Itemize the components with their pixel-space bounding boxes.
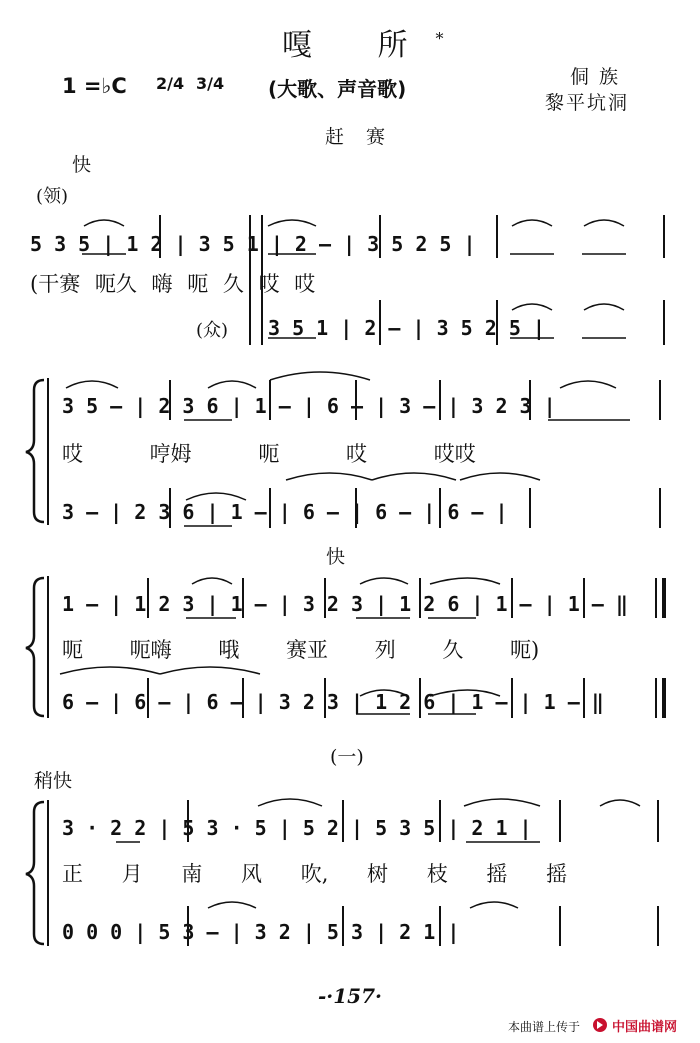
lyric-line: (干赛 呃久 嗨 呃 久 哎 哎 <box>30 272 316 296</box>
verse-marker: (一) <box>330 746 364 768</box>
lyric-line: 呃 呃嗨 哦 赛亚 列 久 呃) <box>62 638 540 662</box>
site-name[interactable]: 中国曲谱网 <box>612 1020 678 1035</box>
chorus-label: (众) <box>196 320 229 341</box>
tempo-marking-3: 稍快 <box>34 770 73 792</box>
tempo-marking-1: 快 <box>72 154 92 176</box>
page-number: -·157· <box>318 984 382 1008</box>
title-footnote-mark: * <box>435 29 444 48</box>
notation-line: 6 – | 6 – | 6 – | 3 2 3 | 1 2 6 | 1 – | 1 – ‖ <box>62 690 604 714</box>
notation-line: 1 – | 1 2 3 | 1 – | 3 2 3 | 1 2 6 | 1 – | 1 – ‖ <box>62 592 628 616</box>
section-heading: 赶 赛 <box>325 126 394 148</box>
title-text: 嘎 所 <box>282 28 436 63</box>
notation-line: 5 3 5 | 1 2 | 3 5 1 | 2 – | 3 5 2 5 | <box>30 232 476 256</box>
notation-line: 3 5 – | 2 3 6 | 1 – | 6 – | 3 – | 3 2 3 | <box>62 394 556 418</box>
time-signature-2: 3/4 <box>196 74 225 93</box>
notation-line: 3 – | 2 3 6 | 1 – | 6 – | 6 – | 6 – | <box>62 500 508 524</box>
notation-line: 0 0 0 | 5 3 – | 3 2 | 5 3 | 2 1 | <box>62 920 460 944</box>
notation-line: 3 · 2 2 | 5 3 · 5 | 5 2 | 5 3 5 | 2 1 | <box>62 816 532 840</box>
lyric-line: 正 月 南 风 吹, 树 枝 摇 摇 <box>62 862 568 886</box>
time-signature-1: 2/4 <box>156 74 185 93</box>
place-credit: 黎平坑洞 <box>545 92 630 114</box>
tempo-marking-2: 快 <box>326 546 346 568</box>
upload-note: 本曲谱上传于 <box>508 1020 581 1034</box>
key-signature: 1 =♭C <box>62 74 127 98</box>
lyric-line: 哎 哼姆 呃 哎 哎哎 <box>62 442 476 466</box>
lead-label: (领) <box>36 186 69 207</box>
ethnic-credit: 侗 族 <box>570 66 621 88</box>
song-subtitle: (大歌、声音歌) <box>268 77 407 101</box>
notation-line: 3 5 1 | 2 – | 3 5 2 5 | <box>268 316 545 340</box>
